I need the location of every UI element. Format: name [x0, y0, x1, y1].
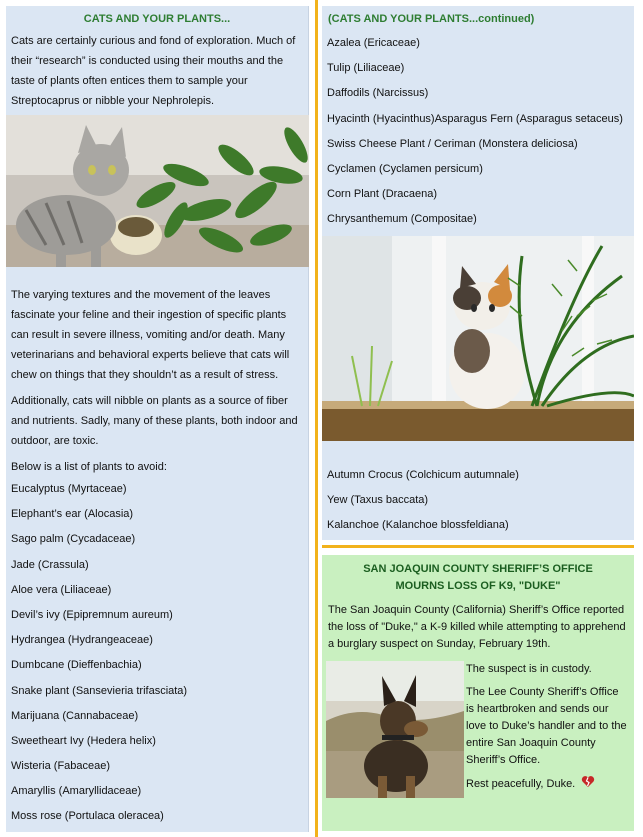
left-title: CATS AND YOUR PLANTS...: [83, 13, 231, 25]
list-item: Yew (Taxus baccata): [327, 493, 429, 506]
left-column: [6, 6, 309, 832]
list-item: Snake plant (Sansevieria trifasciata): [11, 684, 188, 697]
k9-title-line-2: MOURNS LOSS OF K9, "DUKE": [395, 580, 561, 592]
list-item: Daffodils (Narcissus): [327, 87, 429, 100]
k9-paragraph-4: Rest peacefully, Duke.: [466, 778, 576, 790]
list-item: Hydrangea (Hydrangeaceae): [11, 634, 153, 647]
list-item: Cyclamen (Cyclamen persicum): [327, 162, 483, 175]
list-item: Sago palm (Cycadaceae): [11, 533, 136, 546]
broken-heart-icon: [581, 775, 595, 788]
intro-paragraph: Cats are certainly curious and fond of exploration. Much of their “research” is conducted using their mouths and the taste of plants often entices them to sample your Streptocaprus or nibble your Nephrolepis.: [11, 35, 296, 107]
vertical-divider: [315, 0, 318, 837]
list-item: Elephant’s ear (Alocasia): [11, 508, 134, 521]
list-item: Kalanchoe (Kalanchoe blossfeldiana): [327, 518, 509, 531]
toxic-plant-list: [6, 477, 308, 830]
fiber-paragraph: Additionally, cats will nibble on plants as a source of fiber and nutrients. Sadly, many of these plants, both indoor and outdoor, are toxic.: [11, 395, 298, 447]
leaves-paragraph: The varying textures and the movement of the leaves fascinate your feline and their ingestion of specific plants can result in severe illness, vomiting and/or death. Many veterinarians and behavioral experts believe that cats will chew on things that they shouldn’t as a result of stress.: [11, 289, 290, 381]
list-item: Autumn Crocus (Colchicum autumnale): [327, 468, 519, 481]
k9-photo-row: [322, 661, 634, 798]
k9-paragraph-1: The San Joaquin County (California) Sheriff’s Office reported the loss of "Duke," a K-9 killed while attempting to apprehend a burglary suspect on Sunday, February 19th.: [328, 604, 626, 650]
list-item: Jade (Crassula): [11, 558, 89, 571]
list-item: Aloe vera (Liliaceae): [11, 583, 112, 596]
k9-paragraph-3: The Lee County Sheriff’s Office is heartbroken and sends our love to Duke’s handler and to the entire San Joaquin County Sheriff’s Office.: [466, 686, 627, 766]
list-item: Wisteria (Fabaceae): [11, 760, 111, 773]
continued-plant-list-after: [322, 463, 634, 539]
list-item: Hyacinth (Hyacinthus)Asparagus Fern (Asparagus setaceus): [327, 112, 623, 125]
k9-side-text: [464, 661, 634, 798]
horizontal-divider: [322, 545, 634, 548]
list-item: Corn Plant (Dracaena): [327, 188, 438, 201]
list-item: Devil’s ivy (Epipremnum aureum): [11, 608, 173, 621]
list-item: Dumbcane (Dieffenbachia): [11, 659, 142, 672]
list-item: Chrysanthemum (Compositae): [327, 213, 477, 226]
list-item: Azalea (Ericaceae): [327, 37, 420, 49]
k9-duke-photo: [326, 661, 464, 798]
list-item: Swiss Cheese Plant / Ceriman (Monstera deliciosa): [327, 137, 578, 150]
k9-paragraph-2: The suspect is in custody.: [466, 663, 592, 675]
list-item: Eucalyptus (Myrtaceae): [11, 483, 127, 495]
continued-title: (CATS AND YOUR PLANTS...continued): [328, 13, 535, 25]
k9-title-line-1: SAN JOAQUIN COUNTY SHERIFF’S OFFICE: [363, 563, 593, 575]
k9-article-panel: [322, 555, 634, 831]
list-item: Moss rose (Portulaca oleracea): [11, 810, 164, 823]
continued-plant-list: [322, 31, 634, 233]
k9-paragraph-4-row: [466, 775, 634, 793]
k9-article-title: [322, 555, 634, 595]
list-item: Amaryllis (Amaryllidaceae): [11, 785, 142, 798]
list-item: Sweetheart Ivy (Hedera helix): [11, 734, 156, 747]
list-intro: Below is a list of plants to avoid:: [11, 461, 167, 473]
list-item: Tulip (Liliaceae): [327, 62, 405, 75]
right-top-panel: [322, 6, 634, 540]
cat-plant-photo: [6, 115, 309, 267]
cat-window-plant-photo: [322, 236, 634, 441]
list-item: Marijuana (Cannabaceae): [11, 709, 139, 722]
